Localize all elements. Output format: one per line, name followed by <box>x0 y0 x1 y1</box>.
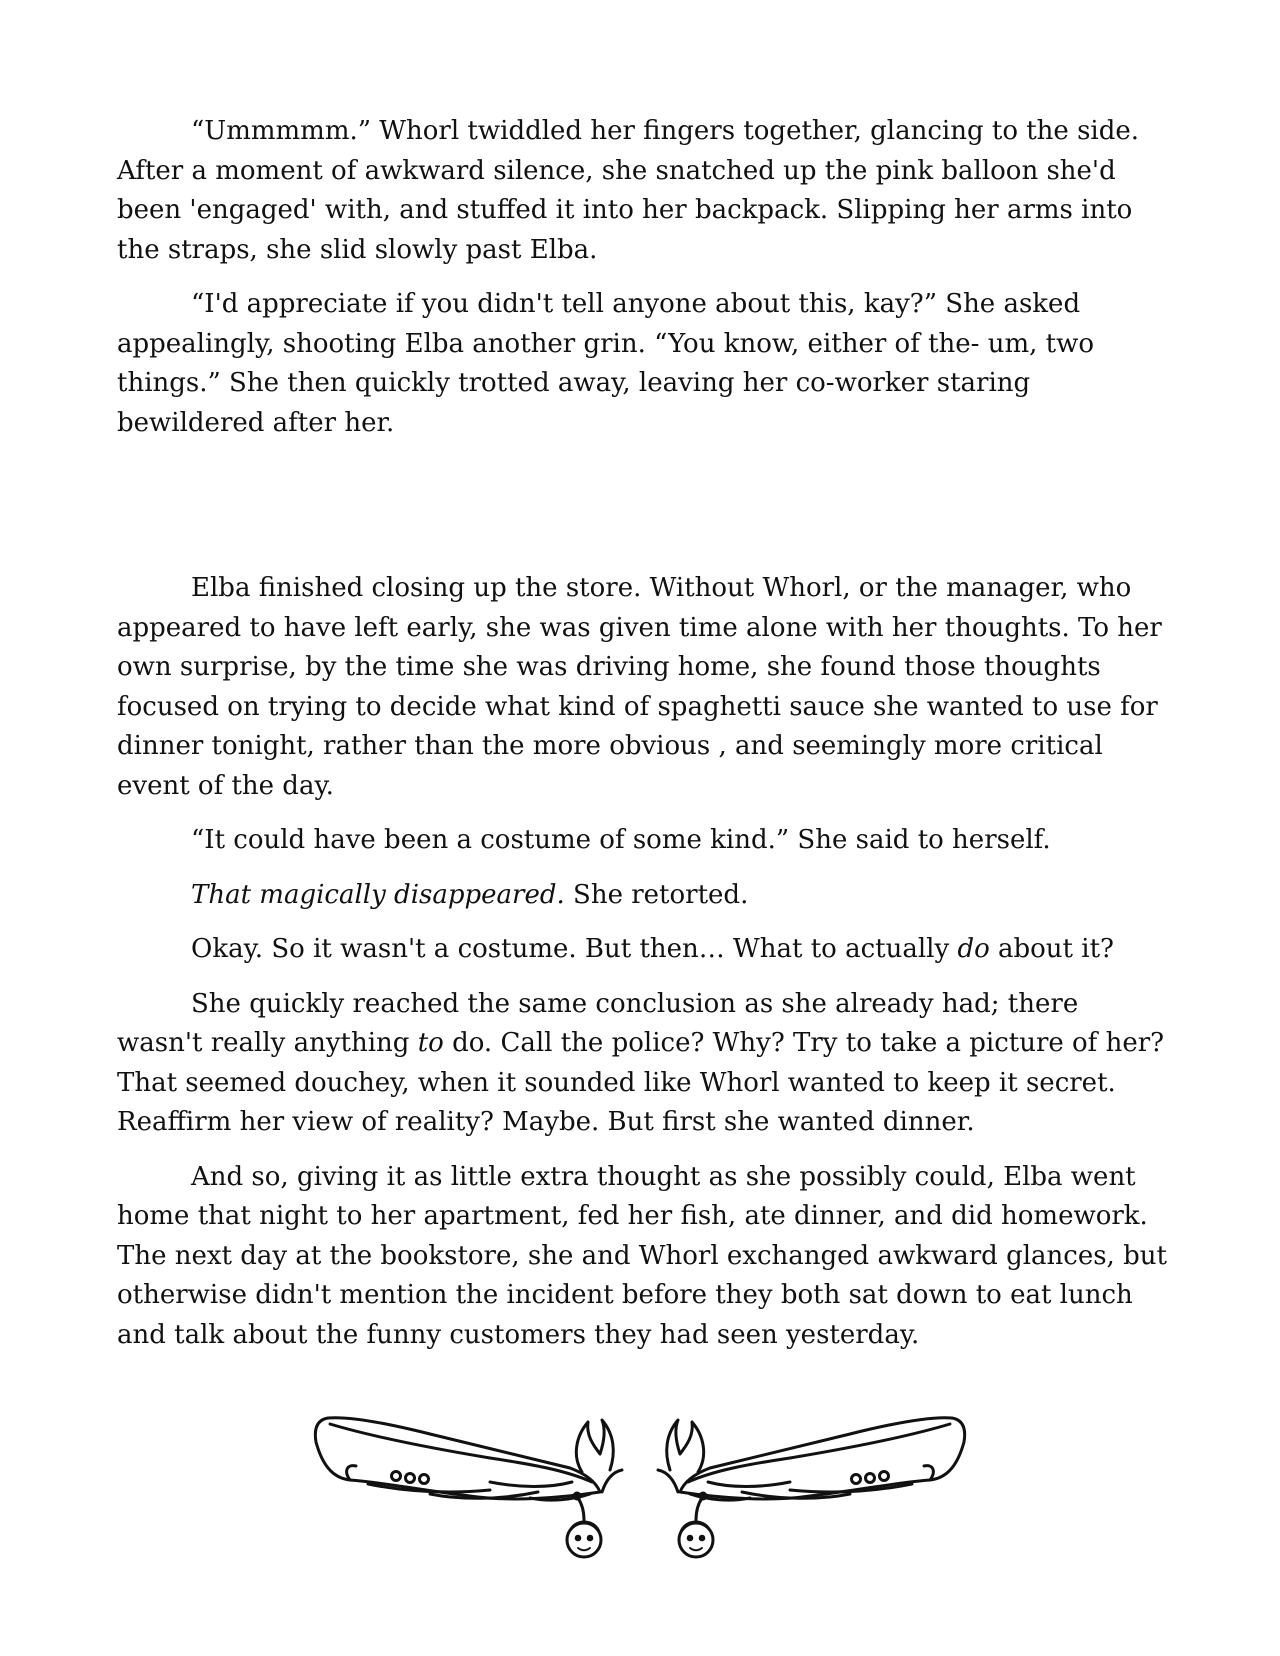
paragraph: “I'd appreciate if you didn't tell anyone about this, kay?” She asked appealingly, shooting Elba another grin. “You know, either of the- um, two things.” She then quickly trotted away, leaving her co-worker staring bewildered after her. <box>117 289 1094 438</box>
paragraph-text: about it? <box>989 934 1114 964</box>
winged-heads-ornament-icon <box>310 1402 970 1592</box>
story-section-1 <box>117 112 1167 458</box>
paragraph: “Ummmmm.” Whorl twiddled her fingers together, glancing to the side. After a moment of awkward silence, she snatched up the pink balloon she'd been 'engaged' with, and stuffed it into her backpack. Slipping her arms into the straps, she slid slowly past Elba. <box>117 116 1140 265</box>
italic-text: That magically disappeared. <box>191 879 565 910</box>
story-section-2 <box>117 569 1167 1370</box>
paragraph <box>117 876 1167 916</box>
italic-text: do <box>957 934 990 964</box>
paragraph: “It could have been a costume of some kind.” She said to herself. <box>191 825 1051 855</box>
paragraph-text: do. Call the police? Why? Try to take a picture of her? That seemed douchey, when it sounded like Whorl wanted to keep it secret. Reaffirm her view of reality? Maybe. But first she wanted dinner. <box>117 1028 1165 1137</box>
paragraph-text: Okay. So it wasn't a costume. But then… What to actually <box>191 934 958 964</box>
paragraph <box>117 930 1167 970</box>
paragraph <box>117 985 1167 1143</box>
paragraph-text: She retorted. <box>564 879 749 910</box>
paragraph: And so, giving it as little extra thought as she possibly could, Elba went home that night to her apartment, fed her fish, ate dinner, and did homework. The next day at the bookstore, she and Whorl exchanged awkward glances, but otherwise didn't mention the incident before they both sat down to eat lunch and talk about the funny customers they had seen yesterday. <box>117 1161 1167 1350</box>
paragraph-text: She quickly reached the same conclusion as she already had; there wasn't really anything <box>117 988 1079 1058</box>
italic-text: to <box>417 1028 444 1058</box>
paragraph: Elba finished closing up the store. Without Whorl, or the manager, who appeared to have left early, she was given time alone with her thoughts. To her own surprise, by the time she was driving home, she found those thoughts focused on trying to decide what kind of spaghetti sauce she wanted to use for dinner tonight, rather than the more obvious , and seemingly more critical event of the day. <box>117 573 1162 801</box>
